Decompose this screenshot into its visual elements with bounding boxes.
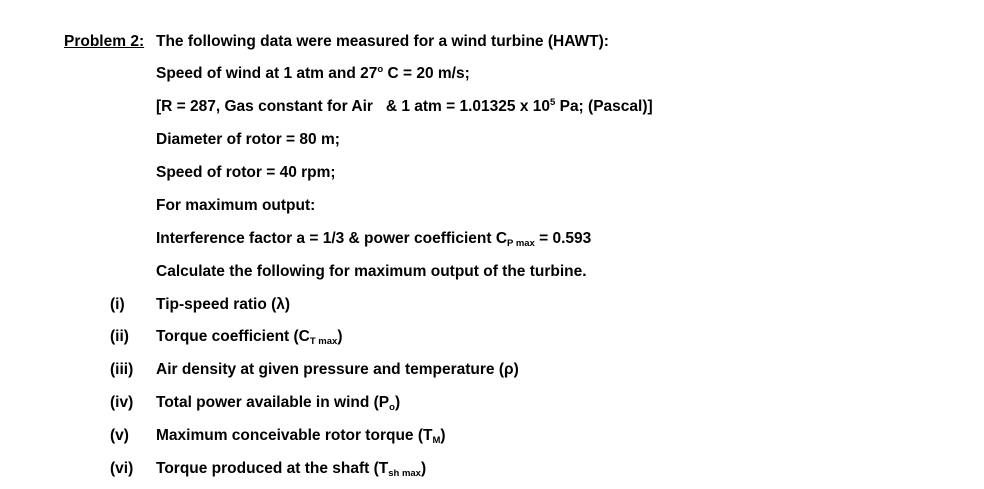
- interference-text: [156, 229, 591, 249]
- part-text-tail: ): [337, 328, 343, 345]
- part-subscript: T max: [309, 336, 338, 347]
- constants-prefix: [R = 287, Gas constant for Air & 1 atm = 1.01325 x 10: [156, 98, 550, 115]
- part-number: (i): [110, 296, 125, 313]
- max-output-text: For maximum output:: [156, 197, 316, 214]
- part-number: (iii): [110, 361, 134, 378]
- constants-suffix: Pa; (Pascal)]: [555, 98, 653, 115]
- rotor-speed-text: Speed of rotor = 40 rpm;: [156, 164, 336, 181]
- part-text-main: Torque coefficient (C: [156, 328, 310, 345]
- wind-speed-text: [156, 64, 470, 84]
- part-text-main: Total power available in wind (P: [156, 394, 390, 411]
- part-text-main: Maximum conceivable rotor torque (T: [156, 427, 433, 444]
- interference-prefix: Interference factor a = 1/3 & power coefficient C: [156, 230, 508, 247]
- part-text-tail: ): [394, 394, 401, 411]
- part-number: (v): [110, 427, 129, 444]
- degree-superscript: o: [377, 64, 384, 75]
- power-coefficient-subscript: P max: [507, 238, 535, 249]
- problem-intro: The following data were measured for a wind turbine (HAWT):: [156, 33, 609, 50]
- diameter-text: Diameter of rotor = 80 m;: [156, 131, 340, 148]
- part-text: [156, 426, 446, 446]
- part-text-tail: ): [420, 460, 427, 477]
- part-text: [156, 295, 290, 315]
- problem-label: Problem 2:: [64, 33, 145, 50]
- part-number: (iv): [110, 394, 134, 411]
- part-number: (vi): [110, 460, 134, 477]
- interference-suffix: = 0.593: [534, 230, 592, 247]
- exponent-superscript: 5: [550, 97, 556, 108]
- part-text-main: Air density at given pressure and temperature (ρ): [156, 361, 519, 378]
- part-text-main: Torque produced at the shaft (T: [156, 460, 389, 477]
- part-subscript: M: [432, 435, 441, 446]
- part-text-main: Tip-speed ratio (λ): [156, 296, 291, 313]
- part-number: (ii): [110, 328, 129, 345]
- part-subscript: sh max: [388, 468, 421, 479]
- part-text-tail: ): [440, 427, 446, 444]
- calculate-text: Calculate the following for maximum output of the turbine.: [156, 263, 587, 280]
- part-text: [156, 393, 400, 413]
- constants-text: [156, 97, 653, 117]
- wind-speed-prefix: Speed of wind at 1 atm and 27: [156, 65, 378, 82]
- wind-speed-suffix: C = 20 m/s;: [383, 65, 470, 82]
- part-text: [156, 327, 343, 347]
- part-text: [156, 360, 519, 380]
- part-subscript: o: [389, 402, 395, 413]
- part-text: [156, 459, 426, 479]
